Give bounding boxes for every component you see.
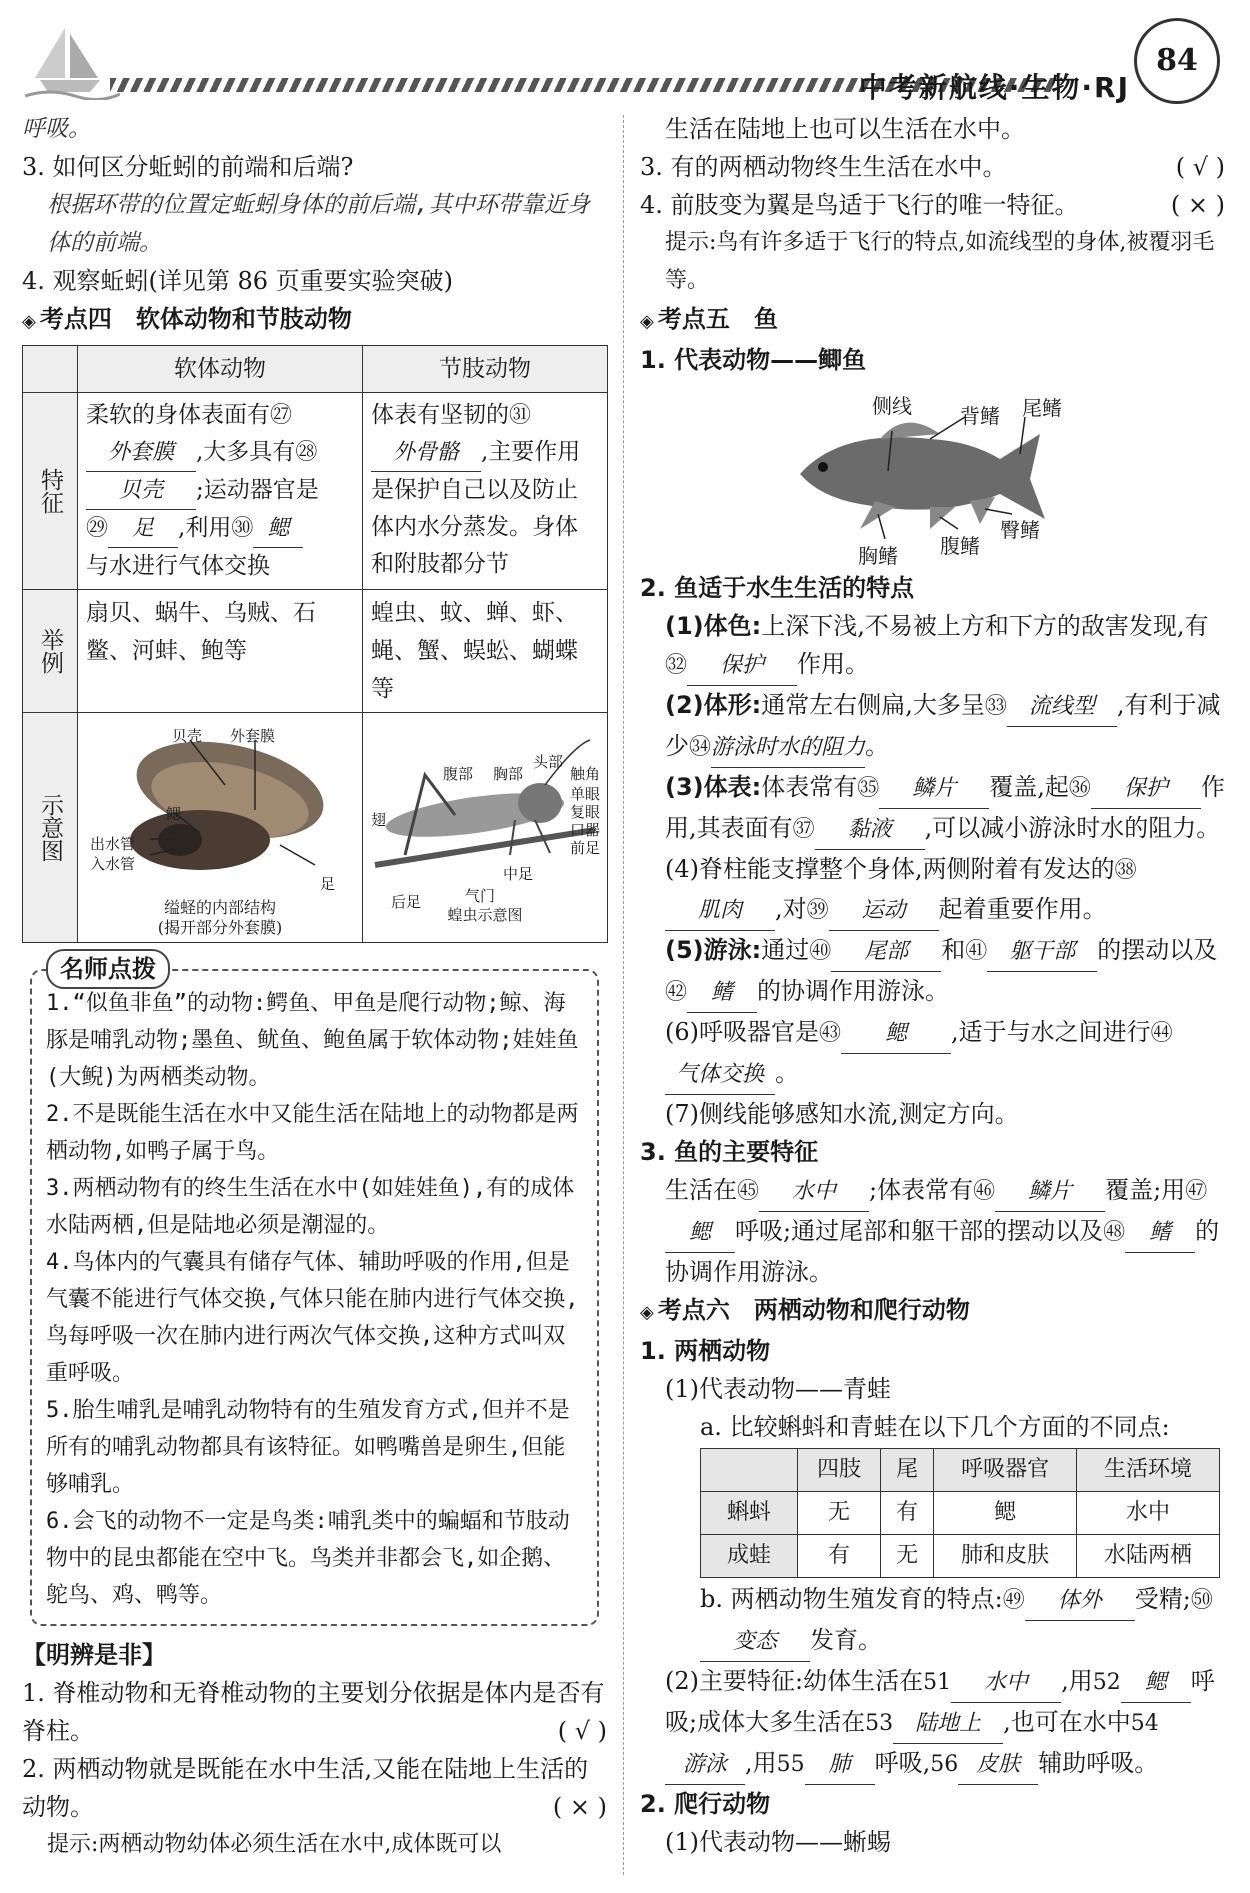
label-foreleg: 前足 — [570, 839, 601, 857]
answer-blank-56: 皮肤 — [958, 1746, 1038, 1785]
answer-blank-28: 贝壳 — [86, 472, 196, 510]
judge-tip-2: 提示:两栖动物幼体必须生活在水中,成体既可以 — [47, 1832, 502, 1857]
mollusk-feature: 柔软的身体表面有㉗ 外套膜 ,大多具有㉘ 贝壳 ;运动器官是 ㉙ 足 ,利用㉚ 鳃 与水进行气体交换 — [78, 393, 363, 590]
arthropod-examples: 蝗虫、蚊、蝉、虾、蝇、蟹、蜈蚣、蝴蝶等 — [363, 590, 608, 713]
answer-blank-36: 保护 — [1091, 770, 1201, 809]
diamond-icon: ◈ — [640, 1302, 654, 1323]
page-number: 84 — [1134, 18, 1220, 104]
tadpole-frog-table — [700, 1448, 1220, 1578]
label-gill: 鳃 — [166, 805, 182, 823]
judge-item-2: 2. 两栖动物就是既能在水中生活,又能在陆地上生活的动物。 ( × ) — [22, 1750, 607, 1826]
table-header: 尾 — [881, 1449, 934, 1492]
answer-blank-55: 肺 — [805, 1746, 875, 1785]
adapt-swim: (5)游泳:通过㊵ 尾部 和㊶ 躯干部 的摆动以及㊷ 鳍 的协调作用游泳。 — [640, 931, 1225, 1013]
label-pelvic-fin: 腹鳍 — [940, 534, 980, 558]
fish-features: 生活在㊺ 水中 ;体表常有㊻ 鳞片 覆盖;用㊼鳃 呼吸;通过尾部和躯干部的摆动以及㊽ 鳍 的协调作用游泳。 — [640, 1171, 1225, 1291]
section-heading-5: ◈ 考点五 鱼 — [640, 305, 778, 333]
answer-blank-37: 黏液 — [815, 811, 925, 850]
mussel-caption: 缢蛏的内部结构 (揭开部分外套膜) — [157, 898, 283, 937]
amphibian-features: (2)主要特征:幼体生活在51 水中 ,用52 鳃 呼吸;成体大多生活在53 陆地上 ,也可在水中54游泳 ,用55 肺 呼吸,56 皮肤 辅助呼吸。 — [640, 1662, 1225, 1785]
answer-blank-46: 鳞片 — [995, 1173, 1105, 1212]
reptile-representative: (1)代表动物——蜥蜴 — [665, 1828, 891, 1856]
label-hindleg: 后足 — [391, 893, 422, 911]
teacher-tips-badge: 名师点拨 — [46, 949, 170, 989]
teacher-tips-box — [30, 955, 599, 1626]
amphibian-reproduction: b. 两栖动物生殖发育的特点:㊾ 体外 受精;㊿变态 发育。 — [640, 1580, 1225, 1662]
answer-blank-29: 足 — [108, 510, 178, 548]
diamond-icon: ◈ — [22, 311, 36, 332]
label-tail-fin: 尾鳍 — [1022, 396, 1062, 420]
answer-blank-52: 鳃 — [1121, 1664, 1191, 1703]
label-abdomen: 腹部 — [443, 765, 474, 783]
section-heading-4: ◈ 考点四 软体动物和节肢动物 — [22, 305, 352, 333]
label-dorsal-fin: 背鳍 — [960, 404, 1000, 428]
label-head: 头部 — [533, 753, 564, 771]
left-column — [22, 110, 607, 1864]
table-header: 生活环境 — [1077, 1449, 1220, 1492]
label-compound-eye: 复眼 — [570, 803, 601, 821]
table-header: 呼吸器官 — [934, 1449, 1077, 1492]
right-column — [640, 110, 1225, 1861]
table-header — [701, 1449, 798, 1492]
diamond-icon: ◈ — [640, 311, 654, 332]
label-wing: 翅 — [371, 811, 387, 829]
answer-blank-43: 鳃 — [841, 1015, 951, 1054]
adapt-spine: (4)脊柱能支撑整个身体,两侧附着有发达的㊳肌肉 ,对㊴ 运动 起着重要作用。 — [640, 850, 1225, 931]
judge-mark-1: ( √ ) — [557, 1717, 607, 1745]
answer-blank-48: 鳍 — [1125, 1214, 1195, 1253]
answer-blank-38: 肌肉 — [665, 892, 775, 931]
label-lateral-line: 侧线 — [872, 394, 912, 418]
answer-blank-41: 躯干部 — [987, 933, 1097, 972]
row-label-feature: 特征 — [23, 393, 78, 590]
table-header: 四肢 — [798, 1449, 881, 1492]
row-label-diagram: 示意图 — [23, 713, 78, 943]
tip-item: 3.两栖动物有的终生生活在水中(如娃娃鱼),有的成体水陆两栖,但是陆地必须是潮湿的。 — [46, 1176, 575, 1238]
label-shell: 贝壳 — [172, 727, 203, 745]
answer-blank-27: 外套膜 — [86, 434, 196, 472]
reptile-title: 2. 爬行动物 — [640, 1790, 771, 1818]
fish-features-title: 3. 鱼的主要特征 — [640, 1138, 819, 1166]
label-ocellus: 单眼 — [570, 785, 601, 803]
sailboat-logo-icon — [20, 20, 120, 100]
answer-blank-32: 保护 — [687, 647, 797, 686]
tip-item: 4.鸟体内的气囊具有储存气体、辅助呼吸的作用,但是气囊不能进行气体交换,气体只能在肺内进行气体交换,鸟每呼吸一次在肺内进行两次气体交换,这种方式叫双重呼吸。 — [46, 1250, 579, 1386]
adapt-lateral-line: (7)侧线能够感知水流,测定方向。 — [665, 1100, 1019, 1128]
answer-text: 呼吸。 — [22, 116, 91, 142]
adapt-color: (1)体色:上深下浅,不易被上方和下方的敌害发现,有㉜ 保护 作用。 — [640, 607, 1225, 686]
answer-blank-34: 游泳时水的阻力 — [711, 729, 865, 768]
book-title: 中考新航线·生物·RJ — [858, 71, 1130, 104]
judge-mark-4: ( × ) — [1170, 191, 1225, 219]
answer-blank-45: 水中 — [759, 1173, 869, 1212]
fish-title: 1. 代表动物——鲫鱼 — [640, 346, 867, 374]
judge-mark-3: ( √ ) — [1175, 153, 1225, 181]
fish-diagram — [640, 379, 1225, 569]
table-row: 蝌蚪 无 有 鳃 水中 — [701, 1492, 1220, 1535]
label-midleg: 中足 — [503, 865, 534, 883]
mollusk-examples: 扇贝、蜗牛、乌贼、石鳖、河蚌、鲍等 — [78, 590, 363, 713]
answer-blank-51: 水中 — [951, 1664, 1061, 1703]
adapt-shape: (2)体形:通常左右侧扁,大多呈㉝ 流线型 ,有利于减少㉞游泳时水的阻力。 — [640, 686, 1225, 768]
answer-blank-53: 陆地上 — [893, 1705, 1003, 1744]
judge-mark-2: ( × ) — [552, 1793, 607, 1821]
answer-blank-39: 运动 — [829, 892, 939, 931]
answer-blank-44: 气体交换 — [665, 1056, 775, 1095]
true-false-heading: 【明辨是非】 — [22, 1641, 166, 1669]
answer-blank-42: 鳍 — [687, 974, 757, 1013]
locust-diagram-cell — [363, 713, 608, 943]
answer-blank-49: 体外 — [1025, 1582, 1135, 1621]
adapt-breathing: (6)呼吸器官是㊸ 鳃 ,适于与水之间进行㊹气体交换 。 — [640, 1013, 1225, 1095]
label-mouthparts: 口器 — [570, 821, 601, 839]
mussel-diagram-cell — [78, 713, 363, 943]
tip-item: 5.胎生哺乳是哺乳动物特有的生殖发育方式,但并不是所有的哺乳动物都具有该特征。如鸭嘴兽是卵生,但能够哺乳。 — [46, 1398, 570, 1497]
answer-blank-31: 外骨骼 — [371, 434, 481, 472]
label-anal-fin: 臀鳍 — [1000, 518, 1040, 542]
question-4: 4. 观察蚯蚓(详见第 86 页重要实验突破) — [22, 267, 454, 295]
section-heading-6: ◈ 考点六 两栖动物和爬行动物 — [640, 1296, 970, 1324]
amphibian-compare-prompt: a. 比较蝌蚪和青蛙在以下几个方面的不同点: — [700, 1413, 1170, 1441]
judge-item-3: 3. 有的两栖动物终生生活在水中。 ( √ ) — [640, 148, 1225, 186]
answer-blank-47: 鳃 — [665, 1214, 735, 1253]
answer-blank-54: 游泳 — [665, 1746, 745, 1785]
question-3: 3. 如何区分蚯蚓的前端和后端? — [22, 153, 354, 181]
answer-blank-33: 流线型 — [1007, 688, 1117, 727]
adapt-surface: (3)体表:体表常有㉟ 鳞片 覆盖,起㊱ 保护 作用,其表面有㊲ 黏液 ,可以减小游泳时水的阻力。 — [640, 768, 1225, 850]
tip-item: 6.会飞的动物不一定是鸟类:哺乳类中的蝙蝠和节肢动物中的昆虫都能在空中飞。鸟类并非都会飞,如企鹅、鸵鸟、鸡、鸭等。 — [46, 1509, 570, 1608]
label-pectoral-fin: 胸鳍 — [858, 544, 898, 568]
judge-tip-2-cont: 生活在陆地上也可以生活在水中。 — [665, 115, 1025, 143]
judge-item-4: 4. 前肢变为翼是鸟适于飞行的唯一特征。 ( × ) — [640, 186, 1225, 224]
column-divider — [623, 115, 624, 1875]
label-inflow: 入水管 — [90, 855, 136, 873]
answer-blank-40: 尾部 — [831, 933, 941, 972]
tip-item: 2.不是既能生活在水中又能生活在陆地上的动物都是两栖动物,如鸭子属于鸟。 — [46, 1102, 579, 1164]
answer-blank-35: 鳞片 — [879, 770, 989, 809]
label-foot: 足 — [320, 875, 336, 893]
column-header-mollusk: 软体动物 — [78, 346, 363, 393]
locust-caption: 蝗虫示意图 — [447, 906, 523, 924]
judge-tip-4: 提示:鸟有许多适于飞行的特点,如流线型的身体,被覆羽毛等。 — [665, 230, 1215, 293]
carp-fish-icon — [640, 379, 1225, 569]
label-outflow: 出水管 — [90, 835, 136, 853]
column-header-arthropod: 节肢动物 — [363, 346, 608, 393]
answer-blank-50: 变态 — [700, 1623, 810, 1662]
answer-blank-30: 鳃 — [253, 510, 303, 548]
amphibian-representative: (1)代表动物——青蛙 — [665, 1375, 891, 1403]
label-spiracle: 气门 — [465, 887, 496, 905]
arthropod-feature: 体表有坚韧的㉛ 外骨骼 ,主要作用是保护自己以及防止体内水分蒸发。身体和附肢都分节 — [363, 393, 608, 590]
answer-3: 根据环带的位置定蚯蚓身体的前后端,其中环带靠近身体的前端。 — [47, 192, 590, 256]
amphibian-title: 1. 两栖动物 — [640, 1337, 771, 1365]
table-row: 成蛙 有 无 肺和皮肤 水陆两栖 — [701, 1535, 1220, 1578]
label-thorax: 胸部 — [493, 765, 524, 783]
label-antenna: 触角 — [570, 765, 601, 783]
adaptation-title: 2. 鱼适于水生生活的特点 — [640, 574, 915, 602]
tip-item: 1.“似鱼非鱼”的动物:鳄鱼、甲鱼是爬行动物;鲸、海豚是哺乳动物;墨鱼、鱿鱼、鲍鱼属于软体动物;娃娃鱼(大鲵)为两栖类动物。 — [46, 991, 579, 1090]
judge-item-1: 1. 脊椎动物和无脊椎动物的主要划分依据是体内是否有脊柱。 ( √ ) — [22, 1674, 607, 1750]
page-header — [0, 0, 1250, 115]
table-corner — [23, 346, 78, 393]
row-label-example: 举例 — [23, 590, 78, 713]
mollusk-arthropod-table — [22, 345, 608, 943]
label-mantle: 外套膜 — [230, 727, 276, 745]
